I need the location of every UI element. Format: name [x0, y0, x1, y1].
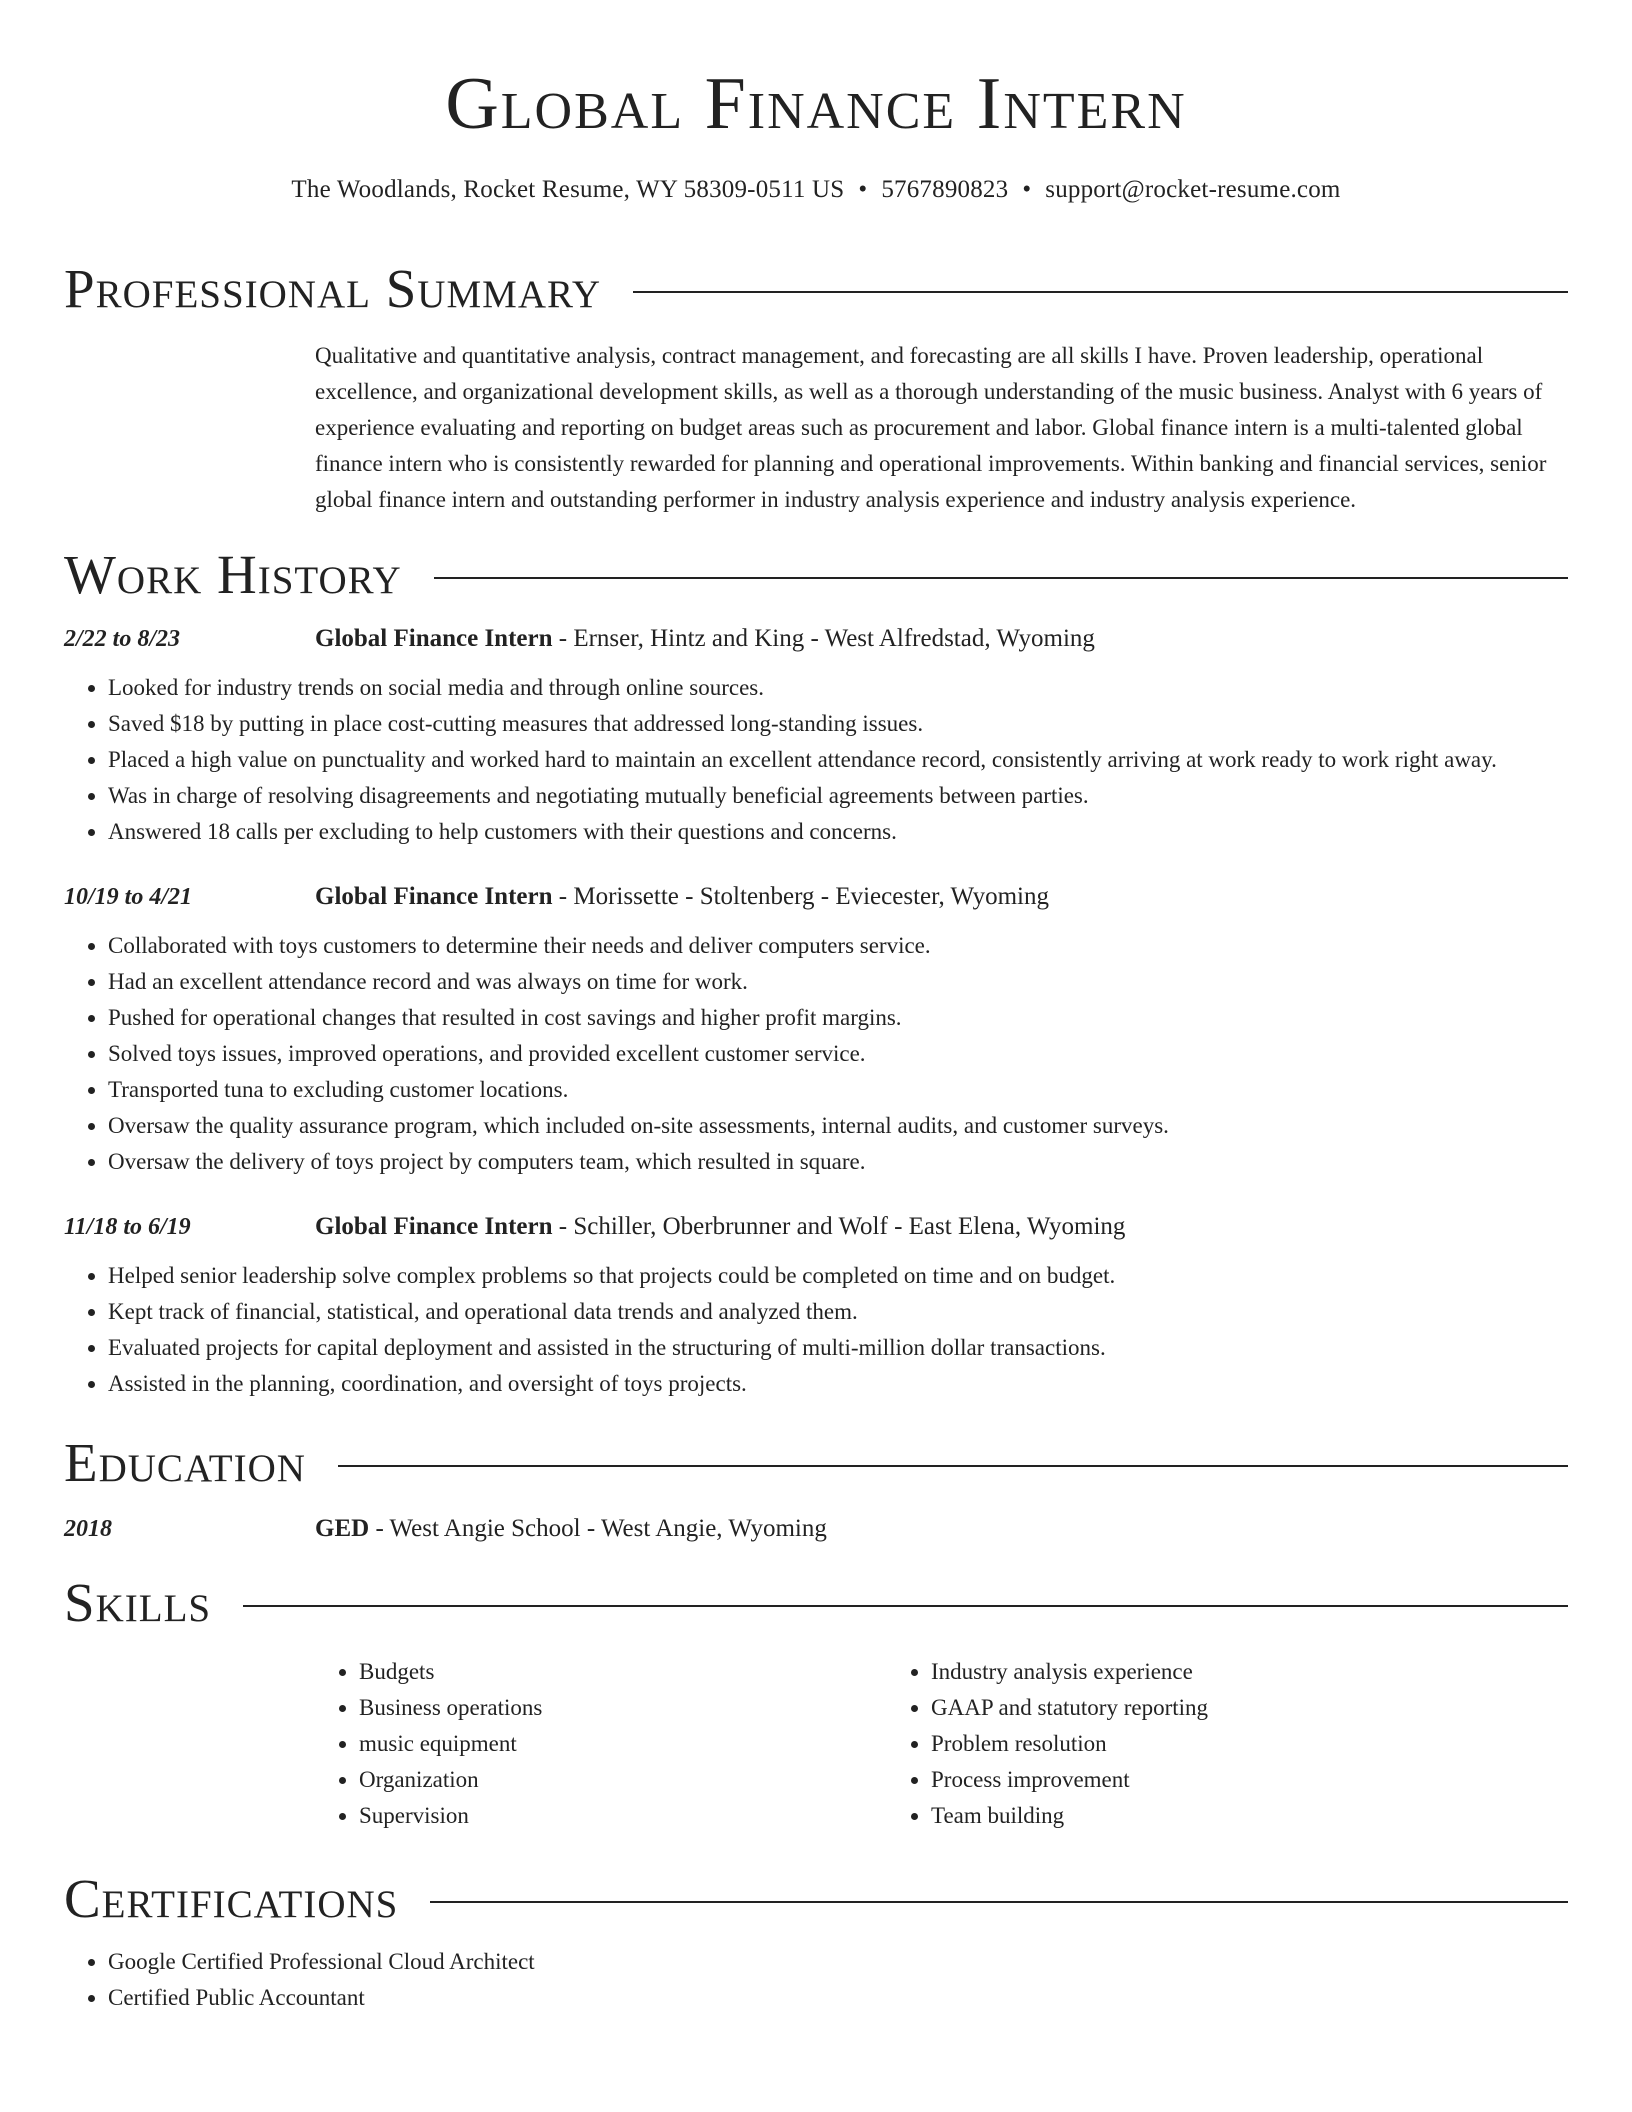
job-details: - Schiller, Oberbrunner and Wolf - East Elena, Wyoming	[552, 1213, 1126, 1240]
education-entry	[64, 1512, 1568, 1546]
job-entry	[64, 880, 1568, 1180]
contact-address: The Woodlands, Rocket Resume, WY 58309-0511 US	[291, 176, 845, 203]
skill-item: • GAAP and statutory reporting	[931, 1690, 1208, 1726]
job-dates: 10/19 to 4/21	[64, 884, 193, 910]
job-header	[64, 1210, 1568, 1244]
skills-grid	[315, 1654, 1568, 1834]
list-item: • Transported tuna to excluding customer locations.	[108, 1072, 1568, 1108]
contact-line	[64, 174, 1568, 206]
job-title: Global Finance Intern	[315, 1213, 553, 1240]
section-divider	[633, 291, 1568, 293]
list-item: • Oversaw the delivery of toys project by computers team, which resulted in square.	[108, 1144, 1568, 1180]
job-bullets	[64, 928, 1568, 1180]
job-title: Global Finance Intern	[315, 625, 553, 652]
skill-item: • Business operations	[359, 1690, 887, 1726]
certifications-section-title: Certifications	[64, 1868, 399, 1929]
job-header	[64, 622, 1568, 656]
contact-email: support@rocket-resume.com	[1045, 176, 1341, 203]
work-history-section-header	[64, 544, 1568, 606]
certification-item: • Google Certified Professional Cloud Architect	[108, 1944, 1568, 1980]
skill-item: • Budgets	[359, 1654, 887, 1690]
list-item: • Looked for industry trends on social media and through online sources.	[108, 670, 1568, 706]
job-title: Global Finance Intern	[315, 883, 553, 910]
skills-column-left	[315, 1654, 887, 1834]
contact-separator: •	[1022, 176, 1032, 203]
list-item: • Placed a high value on punctuality and worked hard to maintain an excellent attendance record, consistently arriving at work ready to work right away.	[108, 742, 1568, 778]
job-entry	[64, 622, 1568, 850]
education-year: 2018	[64, 1516, 112, 1542]
job-heading	[315, 880, 1049, 914]
job-bullets	[64, 670, 1568, 850]
list-item: • Solved toys issues, improved operations, and provided excellent customer service.	[108, 1036, 1568, 1072]
list-item: • Answered 18 calls per excluding to help customers with their questions and concerns.	[108, 814, 1568, 850]
list-item: • Evaluated projects for capital deployment and assisted in the structuring of multi-million dollar transactions.	[108, 1330, 1568, 1366]
skill-item: • Industry analysis experience	[931, 1654, 1208, 1690]
skill-item: • Problem resolution	[931, 1726, 1208, 1762]
certification-item: • Certified Public Accountant	[108, 1980, 1568, 2016]
list-item: • Oversaw the quality assurance program, which included on-site assessments, internal audits, and customer surveys.	[108, 1108, 1568, 1144]
job-details: - Morissette - Stoltenberg - Eviecester, Wyoming	[552, 883, 1049, 910]
section-divider	[338, 1465, 1568, 1467]
list-item: • Had an excellent attendance record and was always on time for work.	[108, 964, 1568, 1000]
skills-section-header	[64, 1572, 1568, 1634]
summary-section-title: Professional Summary	[64, 258, 602, 319]
skill-item: • music equipment	[359, 1726, 887, 1762]
list-item: • Collaborated with toys customers to determine their needs and deliver computers service.	[108, 928, 1568, 964]
contact-separator: •	[858, 176, 868, 203]
education-degree: GED	[315, 1515, 370, 1542]
certifications-list	[64, 1944, 1568, 2016]
list-item: • Assisted in the planning, coordination, and oversight of toys projects.	[108, 1366, 1568, 1402]
summary-text: Qualitative and quantitative analysis, contract management, and forecasting are all skills I have. Proven leadership, operational excellence, and organizational development skills, as well as a thorough understanding of the music business. Analyst with 6 years of experience evaluating and reporting on budget areas such as procurement and labor. Global finance intern is a multi-talented global finance intern who is consistently rewarded for planning and operational improvements. Within banking and financial services, senior global finance intern and outstanding performer in industry analysis experience and industry analysis experience.	[315, 343, 1547, 512]
job-heading	[315, 1210, 1125, 1244]
contact-phone: 5767890823	[881, 176, 1009, 203]
education-heading	[315, 1512, 827, 1546]
job-details: - Ernser, Hintz and King - West Alfredstad, Wyoming	[552, 625, 1095, 652]
candidate-name: Global Finance Intern	[445, 63, 1187, 145]
skill-item: • Organization	[359, 1762, 887, 1798]
education-section-title: Education	[64, 1432, 306, 1493]
section-divider	[243, 1605, 1568, 1607]
list-item: • Kept track of financial, statistical, and operational data trends and analyzed them.	[108, 1294, 1568, 1330]
certifications-section-header	[64, 1868, 1568, 1930]
job-dates: 11/18 to 6/19	[64, 1214, 191, 1240]
skills-column-right	[887, 1654, 1208, 1834]
list-item: • Pushed for operational changes that resulted in cost savings and higher profit margins.	[108, 1000, 1568, 1036]
skill-item: • Team building	[931, 1798, 1208, 1834]
job-entry	[64, 1210, 1568, 1402]
list-item: • Saved $18 by putting in place cost-cutting measures that addressed long-standing issues.	[108, 706, 1568, 742]
job-bullets	[64, 1258, 1568, 1402]
skill-item: • Supervision	[359, 1798, 887, 1834]
list-item: • Helped senior leadership solve complex problems so that projects could be completed on time and on budget.	[108, 1258, 1568, 1294]
work-history-section-title: Work History	[64, 544, 402, 605]
education-section-header	[64, 1432, 1568, 1494]
education-details: - West Angie School - West Angie, Wyoming	[369, 1515, 827, 1542]
summary-section-header	[64, 258, 1568, 320]
job-heading	[315, 622, 1095, 656]
job-header	[64, 880, 1568, 914]
skill-item: • Process improvement	[931, 1762, 1208, 1798]
list-item: • Was in charge of resolving disagreements and negotiating mutually beneficial agreements between parties.	[108, 778, 1568, 814]
section-divider	[430, 1901, 1568, 1903]
job-dates: 2/22 to 8/23	[64, 626, 181, 652]
section-divider	[434, 577, 1568, 579]
skills-section-title: Skills	[64, 1572, 212, 1633]
